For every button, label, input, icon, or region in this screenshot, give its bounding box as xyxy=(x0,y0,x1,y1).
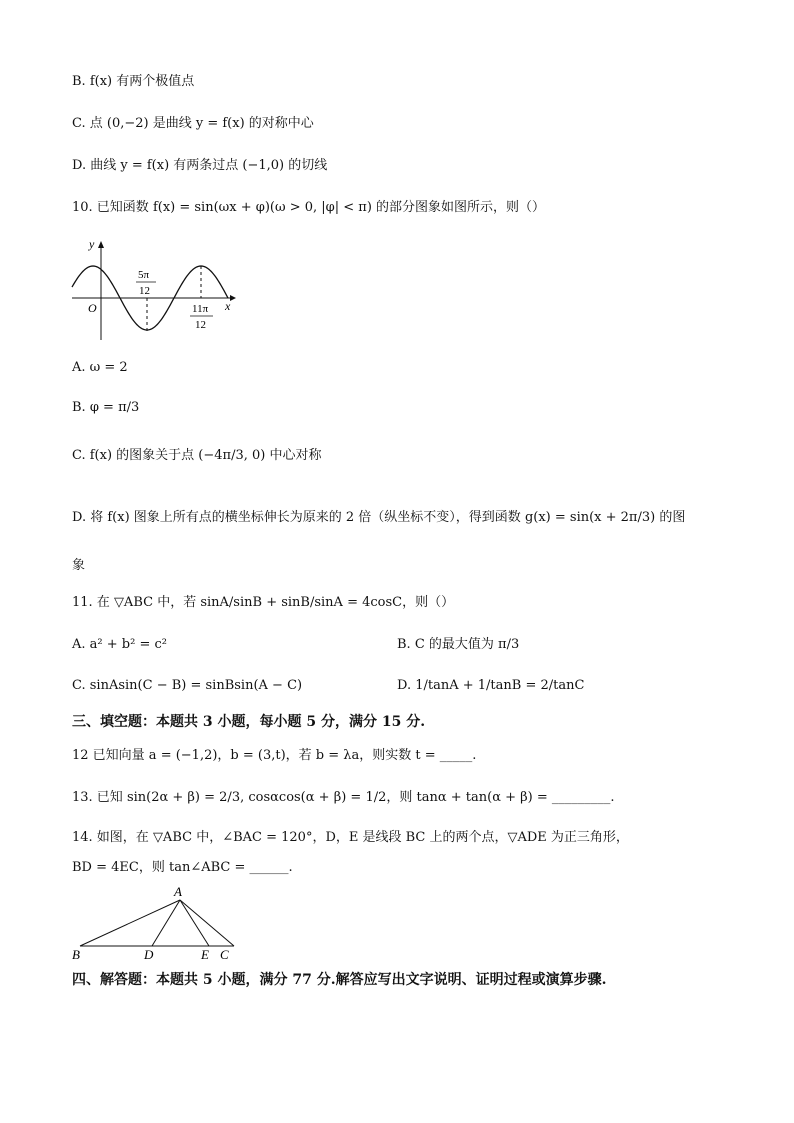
q14-triangle-figure xyxy=(68,884,248,962)
q14-line2: BD = 4EC，则 tan∠ABC = ______. xyxy=(72,860,293,875)
figure-label-a: A xyxy=(174,884,182,899)
graph-y-label: y xyxy=(89,237,95,251)
figure-label-e: E xyxy=(201,947,209,962)
q9-option-b: B. f(x) 有两个极值点 xyxy=(72,74,195,89)
graph-tick1-denominator: 12 xyxy=(139,285,150,297)
q10-sine-graph xyxy=(70,236,240,344)
q11-option-c: C. sinAsin(C − B) = sinBsin(A − C) xyxy=(72,678,303,693)
figure-label-c: C xyxy=(220,947,229,962)
q11-option-a: A. a² + b² = c² xyxy=(72,637,167,652)
q10-stem: 10. 已知函数 f(x) = sin(ωx + φ)(ω > 0, |φ| < π) 的部分图象如图所示，则（） xyxy=(72,200,546,215)
graph-tick2-denominator: 12 xyxy=(195,319,206,331)
q9-option-d: D. 曲线 y = f(x) 有两条过点 (−1,0) 的切线 xyxy=(72,158,328,173)
figure-label-b: B xyxy=(72,947,80,962)
q12-text: 12 已知向量 a = (−1,2)，b = (3,t)，若 b = λa，则实数 t = _____. xyxy=(72,748,477,763)
graph-tick2-numerator: 11π xyxy=(192,303,209,315)
graph-tick1-numerator: 5π xyxy=(138,269,150,281)
q14-line1: 14. 如图，在 ▽ABC 中，∠BAC = 120°，D，E 是线段 BC 上的两个点，▽ADE 为正三角形， xyxy=(72,830,629,845)
figure-label-d: D xyxy=(144,947,154,962)
q13-text: 13. 已知 sin(2α + β) = 2/3, cosαcos(α + β) = 1/2，则 tanα + tan(α + β) = _________. xyxy=(72,790,615,805)
q11-option-b: B. C 的最大值为 π/3 xyxy=(397,637,520,652)
q9-option-c: C. 点 (0,−2) 是曲线 y = f(x) 的对称中心 xyxy=(72,116,314,131)
q10-option-c: C. f(x) 的图象关于点 (−4π/3, 0) 中心对称 xyxy=(72,448,322,463)
graph-x-label: x xyxy=(225,299,231,313)
section3-heading: 三、填空题：本题共 3 小题，每小题 5 分，满分 15 分. xyxy=(72,714,426,730)
q10-option-d: D. 将 f(x) 图象上所有点的横坐标伸长为原来的 2 倍（纵坐标不变），得到函数 g(x) = sin(x + 2π/3) 的图 xyxy=(72,510,686,525)
q10-option-d-continued: 象 xyxy=(72,558,86,573)
q10-option-b: B. φ = π/3 xyxy=(72,400,140,415)
q11-option-d: D. 1/tanA + 1/tanB = 2/tanC xyxy=(397,678,585,693)
graph-origin-label: O xyxy=(88,301,97,315)
q10-option-a: A. ω = 2 xyxy=(72,360,128,375)
q11-stem: 11. 在 ▽ABC 中，若 sinA/sinB + sinB/sinA = 4cosC，则（） xyxy=(72,595,455,610)
section4-heading: 四、解答题：本题共 5 小题，满分 77 分.解答应写出文字说明、证明过程或演算步骤. xyxy=(72,972,607,988)
